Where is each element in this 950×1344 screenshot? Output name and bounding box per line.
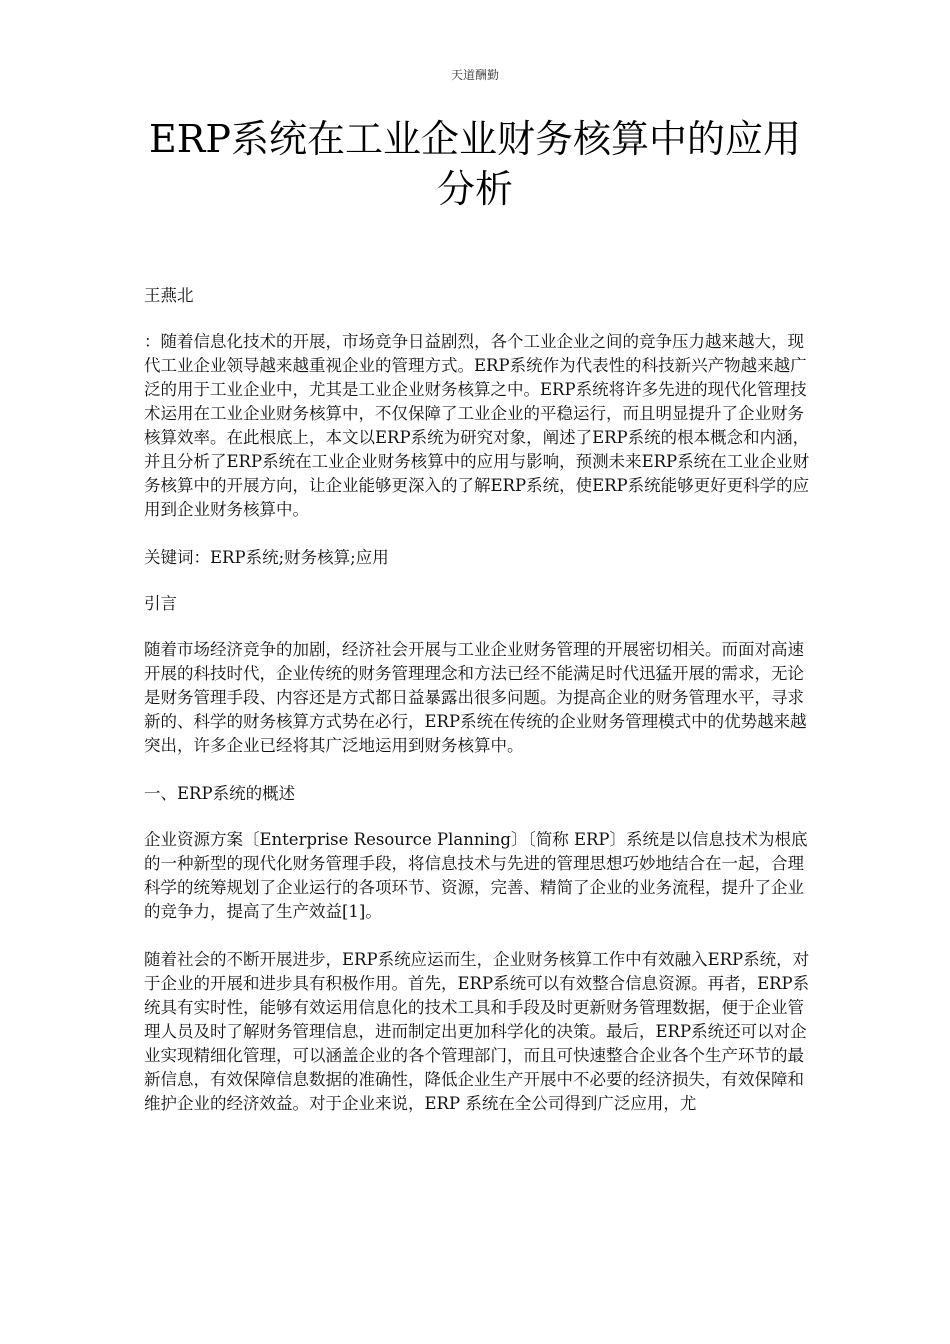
document-title	[120, 114, 830, 214]
abstract-paragraph: ：随着信息化技术的开展，市场竞争日益剧烈，各个工业企业之间的竞争压力越来越大，现代工业企业领导越来越重视企业的管理方式。ERP系统作为代表性的科技新兴产物越来越广泛的用于工业企业中，尤其是工业企业财务核算之中。ERP系统将许多先进的现代化管理技术运用在工业企业财务核算中，不仅保障了工业企业的平稳运行，而且明显提升了企业财务核算效率。在此根底上，本文以ERP系统为研究对象，阐述了ERP系统的根本概念和内涵，并且分析了ERP系统在工业企业财务核算中的应用与影响，预测未来ERP系统在工业企业财务核算中的开展方向，让企业能够更深入的了解ERP系统，使ERP系统能够更好更科学的应用到企业财务核算中。	[144, 332, 810, 519]
intro-paragraph: 随着市场经济竞争的加剧，经济社会开展与工业企业财务管理的开展密切相关。而面对高速开展的科技时代，企业传统的财务管理理念和方法已经不能满足时代迅猛开展的需求，无论是财务管理手段、内容还是方式都日益暴露出很多问题。为提高企业的财务管理水平，寻求新的、科学的财务核算方式势在必行，ERP系统在传统的企业财务管理模式中的优势越来越突出，许多企业已经将其广泛地运用到财务核算中。	[144, 640, 807, 755]
keywords: 关键词：ERP系统;财务核算;应用	[144, 548, 389, 567]
header-mark: 天道酬勤	[450, 68, 499, 82]
title-line-2: 分析	[436, 167, 513, 211]
section-1-heading: 一、ERP系统的概述	[144, 784, 296, 803]
intro-heading: 引言	[144, 594, 177, 613]
document-body	[144, 284, 810, 1140]
section-1-paragraph-2: 随着社会的不断开展进步，ERP系统应运而生，企业财务核算工作中有效融入ERP系统，对于企业的开展和进步具有积极作用。首先，ERP系统可以有效整合信息资源。再者，ERP系统具有实时性，能够有效运用信息化的技术工具和手段及时更新财务管理数据，便于企业管理人员及时了解财务管理信息，进而制定出更加科学化的决策。最后，ERP系统还可以对企业实现精细化管理，可以涵盖企业的各个管理部门，而且可快速整合企业各个生产环节的最新信息，有效保障信息数据的准确性，降低企业生产开展中不必要的经济损失，有效保障和维护企业的经济效益。对于企业来说，ERP 系统在全公司得到广泛应用，尤	[144, 950, 810, 1113]
section-1-paragraph-1: 企业资源方案〔Enterprise Resource Planning〕〔简称 ERP〕系统是以信息技术为根底的一种新型的现代化财务管理手段，将信息技术与先进的管理思想巧妙地结合在一起，合理科学的统筹规划了企业运行的各项环节、资源，完善、精简了企业的业务流程，提升了企业的竞争力，提高了生产效益[1]。	[144, 830, 808, 921]
title-line-1: ERP系统在工业企业财务核算中的应用	[149, 117, 801, 161]
author: 王燕北	[144, 286, 194, 305]
